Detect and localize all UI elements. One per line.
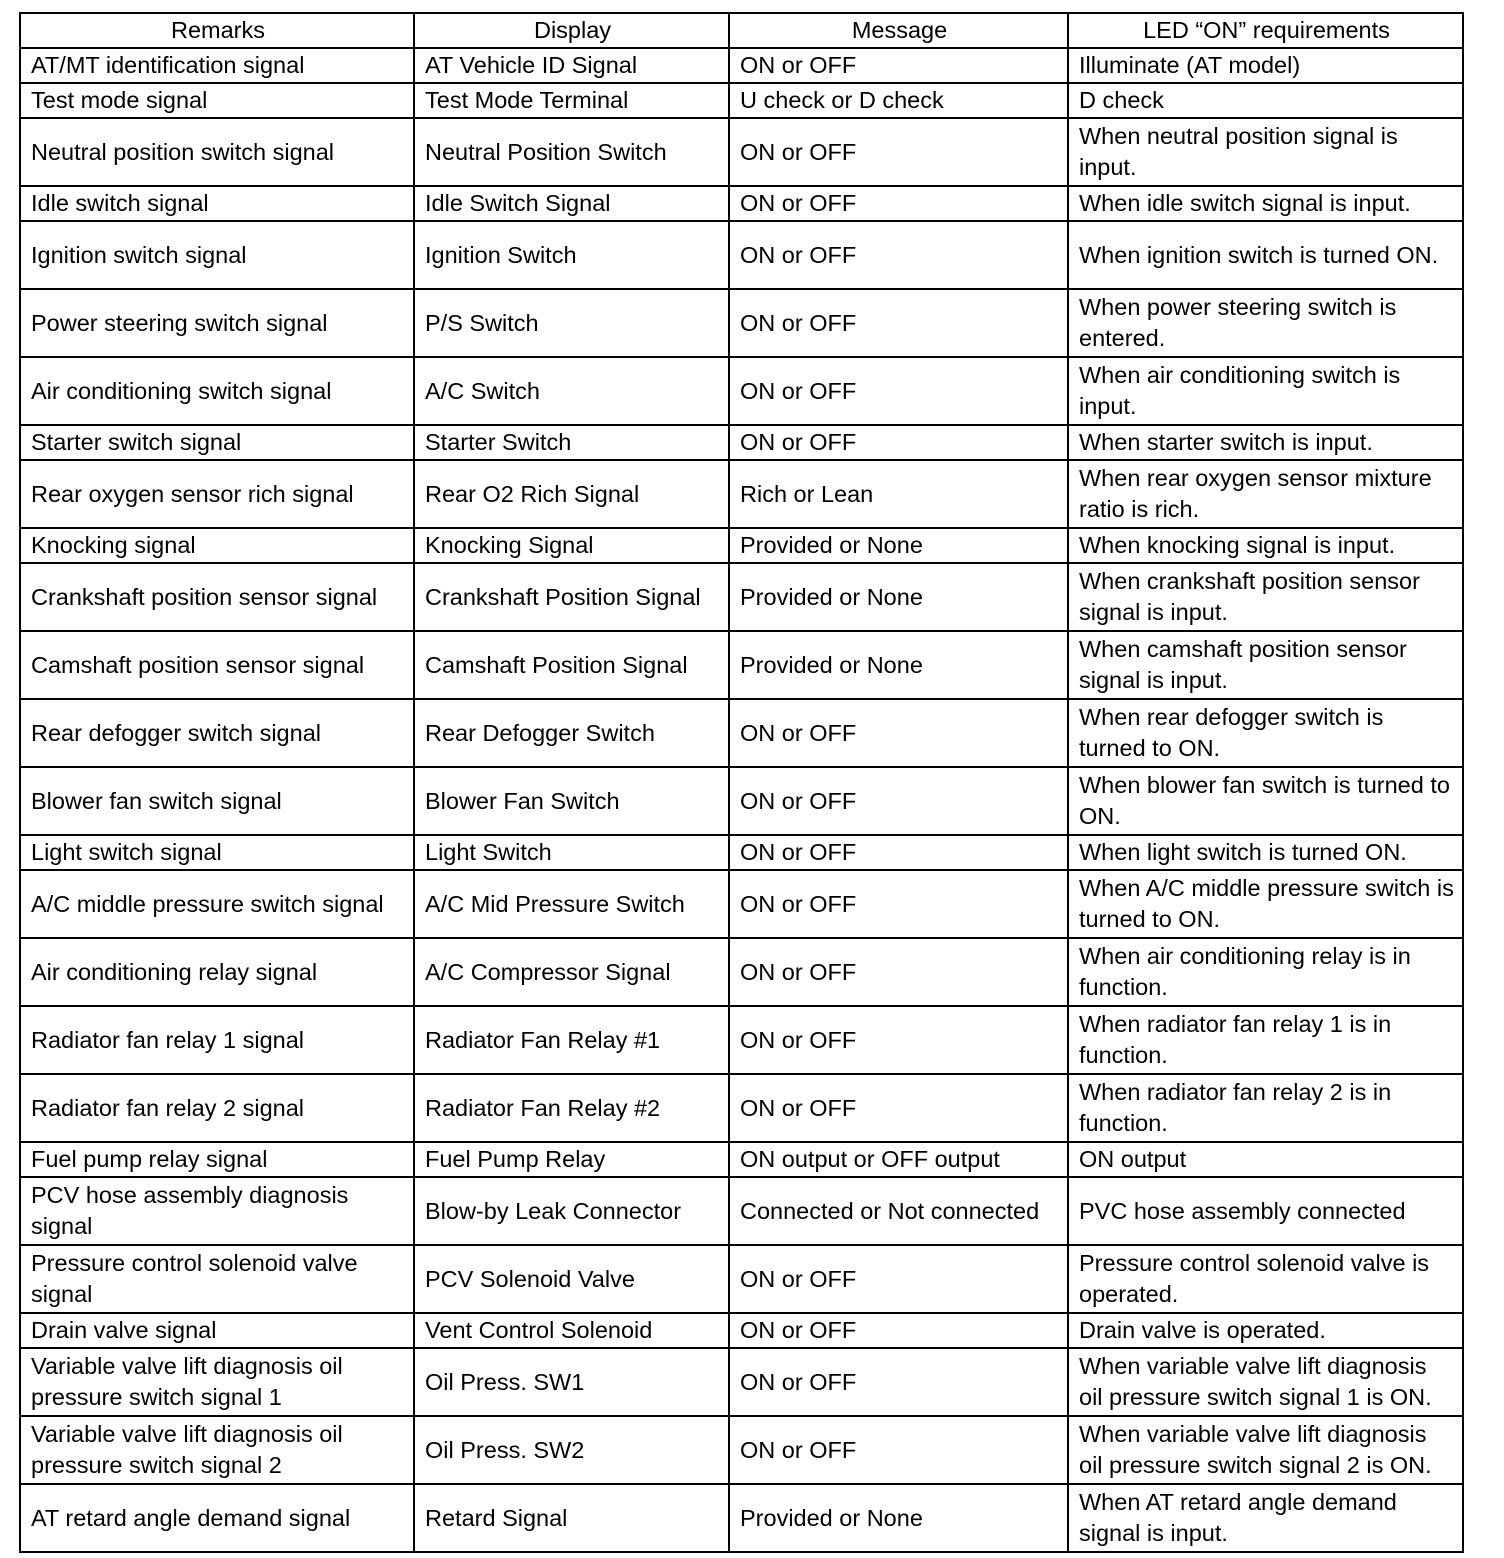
cell-led-requirement: When radiator fan relay 2 is in function. xyxy=(1068,1074,1463,1142)
led-requirements-table xyxy=(19,12,1464,1553)
table-row xyxy=(20,835,1463,870)
cell-remarks: AT/MT identification signal xyxy=(20,48,414,83)
cell-led-requirement: When ignition switch is turned ON. xyxy=(1068,221,1463,289)
table-row xyxy=(20,1245,1463,1313)
cell-message: ON or OFF xyxy=(729,1348,1068,1416)
cell-remarks: Crankshaft position sensor signal xyxy=(20,563,414,631)
cell-display: Vent Control Solenoid xyxy=(414,1313,729,1348)
cell-message: Rich or Lean xyxy=(729,460,1068,528)
table-row xyxy=(20,118,1463,186)
cell-led-requirement: When power steering switch is entered. xyxy=(1068,289,1463,357)
cell-led-requirement: When radiator fan relay 1 is in function. xyxy=(1068,1006,1463,1074)
cell-display: A/C Mid Pressure Switch xyxy=(414,870,729,938)
cell-message: Provided or None xyxy=(729,631,1068,699)
cell-led-requirement: When A/C middle pressure switch is turned to ON. xyxy=(1068,870,1463,938)
cell-led-requirement: When rear oxygen sensor mixture ratio is rich. xyxy=(1068,460,1463,528)
cell-remarks: Drain valve signal xyxy=(20,1313,414,1348)
table-row xyxy=(20,186,1463,221)
header-remarks: Remarks xyxy=(20,13,414,48)
table-row xyxy=(20,1177,1463,1245)
cell-display: Crankshaft Position Signal xyxy=(414,563,729,631)
cell-message: ON or OFF xyxy=(729,1416,1068,1484)
cell-message: ON or OFF xyxy=(729,835,1068,870)
cell-remarks: Starter switch signal xyxy=(20,425,414,460)
cell-remarks: Pressure control solenoid valve signal xyxy=(20,1245,414,1313)
cell-message: Provided or None xyxy=(729,528,1068,563)
cell-message: ON or OFF xyxy=(729,870,1068,938)
cell-display: Idle Switch Signal xyxy=(414,186,729,221)
cell-message: ON or OFF xyxy=(729,425,1068,460)
cell-message: ON or OFF xyxy=(729,48,1068,83)
cell-remarks: Rear defogger switch signal xyxy=(20,699,414,767)
cell-display: PCV Solenoid Valve xyxy=(414,1245,729,1313)
cell-remarks: Test mode signal xyxy=(20,83,414,118)
cell-remarks: A/C middle pressure switch signal xyxy=(20,870,414,938)
cell-display: Fuel Pump Relay xyxy=(414,1142,729,1177)
header-row xyxy=(20,13,1463,48)
cell-display: Blow-by Leak Connector xyxy=(414,1177,729,1245)
cell-remarks: PCV hose assembly diagnosis signal xyxy=(20,1177,414,1245)
cell-remarks: Neutral position switch signal xyxy=(20,118,414,186)
cell-message: ON or OFF xyxy=(729,289,1068,357)
cell-display: Camshaft Position Signal xyxy=(414,631,729,699)
cell-led-requirement: When idle switch signal is input. xyxy=(1068,186,1463,221)
cell-led-requirement: Illuminate (AT model) xyxy=(1068,48,1463,83)
cell-led-requirement: Pressure control solenoid valve is operated. xyxy=(1068,1245,1463,1313)
cell-remarks: Power steering switch signal xyxy=(20,289,414,357)
cell-led-requirement: When camshaft position sensor signal is input. xyxy=(1068,631,1463,699)
cell-message: ON or OFF xyxy=(729,1245,1068,1313)
cell-display: Radiator Fan Relay #1 xyxy=(414,1006,729,1074)
cell-led-requirement: D check xyxy=(1068,83,1463,118)
cell-remarks: Fuel pump relay signal xyxy=(20,1142,414,1177)
cell-display: Starter Switch xyxy=(414,425,729,460)
cell-remarks: Blower fan switch signal xyxy=(20,767,414,835)
table-body xyxy=(20,48,1463,1552)
table-row xyxy=(20,528,1463,563)
cell-led-requirement: When starter switch is input. xyxy=(1068,425,1463,460)
table-row xyxy=(20,563,1463,631)
cell-message: ON or OFF xyxy=(729,1313,1068,1348)
cell-message: U check or D check xyxy=(729,83,1068,118)
table-row xyxy=(20,631,1463,699)
table-row xyxy=(20,83,1463,118)
cell-display: Ignition Switch xyxy=(414,221,729,289)
header-message: Message xyxy=(729,13,1068,48)
cell-message: Connected or Not connected xyxy=(729,1177,1068,1245)
cell-display: A/C Compressor Signal xyxy=(414,938,729,1006)
cell-remarks: Variable valve lift diagnosis oil pressure switch signal 1 xyxy=(20,1348,414,1416)
table-row xyxy=(20,221,1463,289)
cell-led-requirement: PVC hose assembly connected xyxy=(1068,1177,1463,1245)
cell-led-requirement: When light switch is turned ON. xyxy=(1068,835,1463,870)
cell-remarks: Rear oxygen sensor rich signal xyxy=(20,460,414,528)
cell-remarks: Radiator fan relay 1 signal xyxy=(20,1006,414,1074)
table-row xyxy=(20,1074,1463,1142)
cell-display: Blower Fan Switch xyxy=(414,767,729,835)
cell-remarks: Camshaft position sensor signal xyxy=(20,631,414,699)
cell-led-requirement: When AT retard angle demand signal is input. xyxy=(1068,1484,1463,1552)
cell-message: ON or OFF xyxy=(729,938,1068,1006)
cell-display: A/C Switch xyxy=(414,357,729,425)
cell-led-requirement: When air conditioning relay is in function. xyxy=(1068,938,1463,1006)
cell-message: ON or OFF xyxy=(729,357,1068,425)
cell-display: AT Vehicle ID Signal xyxy=(414,48,729,83)
cell-message: ON or OFF xyxy=(729,221,1068,289)
cell-remarks: Air conditioning switch signal xyxy=(20,357,414,425)
cell-message: ON or OFF xyxy=(729,1006,1068,1074)
cell-display: Retard Signal xyxy=(414,1484,729,1552)
header-led-on-requirements: LED “ON” requirements xyxy=(1068,13,1463,48)
table-row xyxy=(20,1313,1463,1348)
cell-message: ON or OFF xyxy=(729,186,1068,221)
cell-message: ON or OFF xyxy=(729,767,1068,835)
cell-led-requirement: When crankshaft position sensor signal is input. xyxy=(1068,563,1463,631)
cell-message: ON or OFF xyxy=(729,118,1068,186)
table-row xyxy=(20,289,1463,357)
table-row xyxy=(20,1348,1463,1416)
cell-remarks: Light switch signal xyxy=(20,835,414,870)
table-row xyxy=(20,767,1463,835)
table-row xyxy=(20,425,1463,460)
cell-remarks: Air conditioning relay signal xyxy=(20,938,414,1006)
table-row xyxy=(20,1006,1463,1074)
cell-display: Light Switch xyxy=(414,835,729,870)
cell-display: Rear O2 Rich Signal xyxy=(414,460,729,528)
cell-message: ON or OFF xyxy=(729,699,1068,767)
table-row xyxy=(20,870,1463,938)
table-row xyxy=(20,1484,1463,1552)
table-row xyxy=(20,1416,1463,1484)
cell-led-requirement: ON output xyxy=(1068,1142,1463,1177)
cell-remarks: AT retard angle demand signal xyxy=(20,1484,414,1552)
cell-remarks: Radiator fan relay 2 signal xyxy=(20,1074,414,1142)
cell-display: Knocking Signal xyxy=(414,528,729,563)
table-row xyxy=(20,938,1463,1006)
cell-display: Test Mode Terminal xyxy=(414,83,729,118)
cell-led-requirement: When variable valve lift diagnosis oil pressure switch signal 1 is ON. xyxy=(1068,1348,1463,1416)
cell-remarks: Variable valve lift diagnosis oil pressure switch signal 2 xyxy=(20,1416,414,1484)
cell-display: Oil Press. SW1 xyxy=(414,1348,729,1416)
table-header xyxy=(20,13,1463,48)
table-row xyxy=(20,460,1463,528)
cell-display: P/S Switch xyxy=(414,289,729,357)
table-row xyxy=(20,699,1463,767)
cell-remarks: Knocking signal xyxy=(20,528,414,563)
cell-led-requirement: When neutral position signal is input. xyxy=(1068,118,1463,186)
cell-display: Radiator Fan Relay #2 xyxy=(414,1074,729,1142)
cell-remarks: Ignition switch signal xyxy=(20,221,414,289)
cell-message: ON output or OFF output xyxy=(729,1142,1068,1177)
cell-led-requirement: When air conditioning switch is input. xyxy=(1068,357,1463,425)
cell-display: Neutral Position Switch xyxy=(414,118,729,186)
cell-display: Rear Defogger Switch xyxy=(414,699,729,767)
table-row xyxy=(20,48,1463,83)
cell-message: Provided or None xyxy=(729,563,1068,631)
cell-led-requirement: Drain valve is operated. xyxy=(1068,1313,1463,1348)
table-row xyxy=(20,357,1463,425)
cell-message: ON or OFF xyxy=(729,1074,1068,1142)
table-row xyxy=(20,1142,1463,1177)
cell-remarks: Idle switch signal xyxy=(20,186,414,221)
cell-display: Oil Press. SW2 xyxy=(414,1416,729,1484)
cell-message: Provided or None xyxy=(729,1484,1068,1552)
cell-led-requirement: When knocking signal is input. xyxy=(1068,528,1463,563)
cell-led-requirement: When blower fan switch is turned to ON. xyxy=(1068,767,1463,835)
header-display: Display xyxy=(414,13,729,48)
cell-led-requirement: When variable valve lift diagnosis oil pressure switch signal 2 is ON. xyxy=(1068,1416,1463,1484)
cell-led-requirement: When rear defogger switch is turned to ON. xyxy=(1068,699,1463,767)
